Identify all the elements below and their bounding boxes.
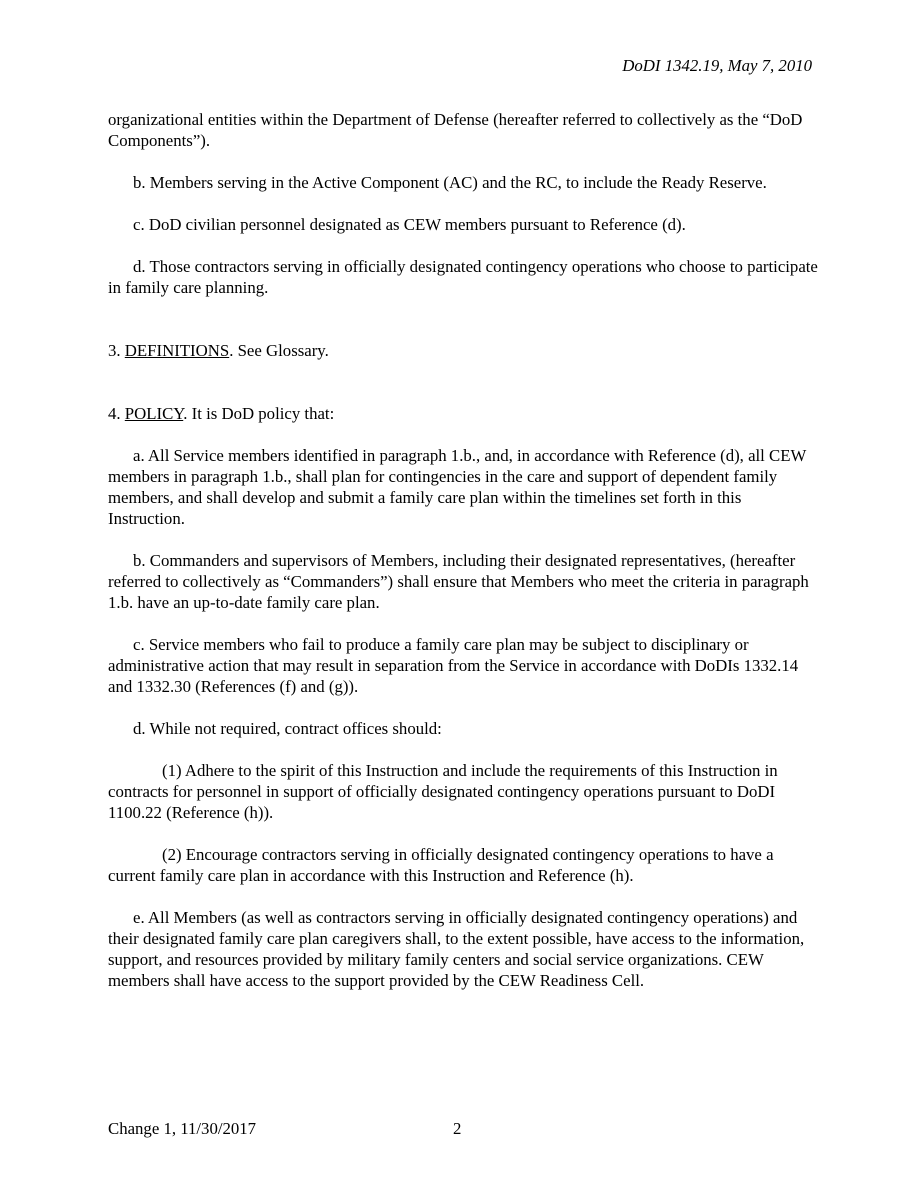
footer-change-note: Change 1, 11/30/2017	[108, 1119, 257, 1138]
section-4-policy: 4. POLICY. It is DoD policy that:	[108, 404, 335, 423]
definitions-heading: DEFINITIONS	[124, 341, 230, 360]
paragraph-4a: a. All Service members identified in paragraph 1.b., and, in accordance with Reference (d), all CEW members in paragraph 1.b., shall plan for contingencies in the care and support of dependent family members, and shall develop and submit a family care plan within the timelines set forth in this Instruction.	[108, 446, 807, 528]
intro-paragraph: organizational entities within the Department of Defense (hereafter referred to collectively as the “DoD Components”).	[108, 110, 803, 150]
paragraph-4d1: (1) Adhere to the spirit of this Instruction and include the requirements of this Instruction in contracts for personnel in support of officially designated contingency operations pursuant to DoDI 1100.22 (Reference (h)).	[108, 761, 778, 822]
paragraph-4d2: (2) Encourage contractors serving in officially designated contingency operations to have a current family care plan in accordance with this Instruction and Reference (h).	[108, 845, 774, 885]
paragraph-2b: b. Members serving in the Active Component (AC) and the RC, to include the Ready Reserve.	[133, 173, 767, 192]
paragraph-4c: c. Service members who fail to produce a family care plan may be subject to disciplinary or administrative action that may result in separation from the Service in accordance with DoDIs 1332.14 and 1332.30 (References (f) and (g)).	[108, 635, 799, 696]
section-3-definitions: 3. DEFINITIONS. See Glossary.	[108, 341, 329, 360]
page-body	[108, 109, 818, 991]
policy-heading: POLICY	[124, 404, 184, 423]
paragraph-4d: d. While not required, contract offices should:	[133, 719, 442, 738]
paragraph-2c: c. DoD civilian personnel designated as CEW members pursuant to Reference (d).	[133, 215, 686, 234]
paragraph-4b: b. Commanders and supervisors of Members, including their designated representatives, (hereafter referred to collectively as “Commanders”) shall ensure that Members who meet the criteria in paragraph 1.b. have an up-to-date family care plan.	[108, 551, 809, 612]
running-header: DoDI 1342.19, May 7, 2010	[622, 56, 812, 75]
page-number: 2	[453, 1119, 462, 1138]
paragraph-2d: d. Those contractors serving in officially designated contingency operations who choose to participate in family care planning.	[108, 257, 818, 297]
paragraph-4e: e. All Members (as well as contractors serving in officially designated contingency operations) and their designated family care plan caregivers shall, to the extent possible, have access to the information, support, and resources provided by military family centers and social service organizations. CEW members shall have access to the support provided by the CEW Readiness Cell.	[108, 908, 805, 990]
